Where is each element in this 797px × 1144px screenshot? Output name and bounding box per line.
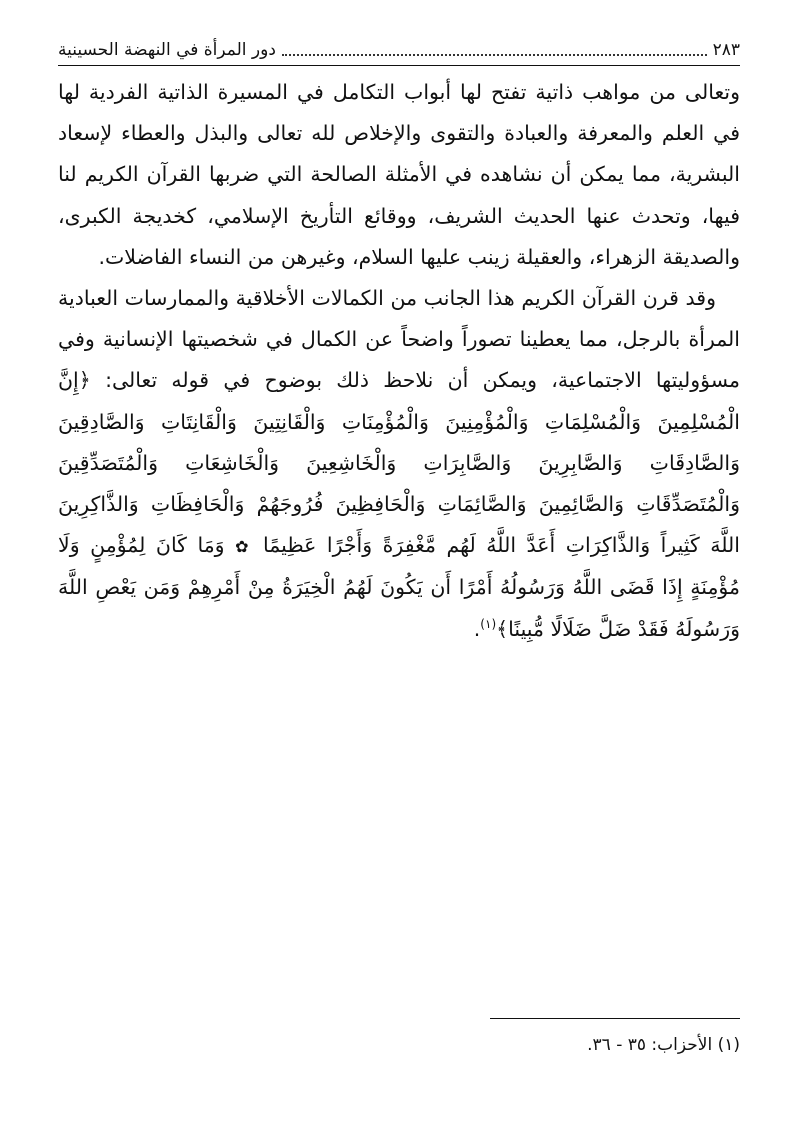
quran-verse-2: وَمَا كَانَ لِمُؤْمِنٍ وَلَا مُؤْمِنَةٍ إِذَا قَضَى اللَّهُ وَرَسُولُهُ أَمْرًا أَن يَكُونَ لَهُمُ الْخِيَرَةُ مِنْ أَمْرِهِمْ وَمَن يَعْصِ اللَّهَ وَرَسُولَهُ فَقَدْ ضَلَّ ضَلَالًا مُّبِينًا bbox=[58, 533, 740, 641]
page-number: ٢٨٣ bbox=[712, 40, 740, 60]
paragraph-2-end: . bbox=[473, 616, 481, 641]
verse-separator-icon: ✿ bbox=[235, 537, 253, 557]
header-dot-leader bbox=[282, 54, 707, 56]
body-text bbox=[58, 72, 740, 650]
page-header bbox=[58, 28, 740, 66]
running-title: دور المرأة في النهضة الحسينية bbox=[58, 40, 276, 60]
paragraph-2-intro: وقد قرن القرآن الكريم هذا الجانب من الكمالات الأخلاقية والممارسات العبادية المرأة بالرجل، مما يعطينا تصوراً واضحاً عن الكمال في شخصيتها الإنسانية وفي مسؤوليتها الاجتماعية، ويمكن أن نلاحظ ذلك بوضوح في قوله تعالى: bbox=[58, 286, 740, 393]
footnote: (١) الأحزاب: ٣٥ - ٣٦. bbox=[587, 1035, 740, 1055]
quran-verse-1: إِنَّ الْمُسْلِمِينَ وَالْمُسْلِمَاتِ وَالْمُؤْمِنِينَ وَالْمُؤْمِنَاتِ وَالْقَانِتِينَ وَالْقَانِتَاتِ وَالصَّادِقِينَ وَالصَّادِقَاتِ وَالصَّابِرِينَ وَالصَّابِرَاتِ وَالْخَاشِعِينَ وَالْخَاشِعَاتِ وَالْمُتَصَدِّقِينَ وَالْمُتَصَدِّقَاتِ وَالصَّائِمِينَ وَالصَّائِمَاتِ وَالْحَافِظِينَ فُرُوجَهُمْ وَالْحَافِظَاتِ وَالذَّاكِرِينَ اللَّهَ كَثِيراً وَالذَّاكِرَاتِ أَعَدَّ اللَّهُ لَهُم مَّغْفِرَةً وَأَجْرًا عَظِيمًا bbox=[58, 368, 740, 558]
paragraph-2 bbox=[58, 278, 740, 650]
footnote-reference[interactable]: (١) bbox=[480, 616, 497, 631]
verse-open-bracket: ﴿ bbox=[78, 368, 91, 393]
footnote-separator bbox=[490, 1018, 740, 1019]
verse-close-bracket: ﴾ bbox=[496, 616, 509, 641]
paragraph-1: وتعالى من مواهب ذاتية تفتح لها أبواب التكامل في المسيرة الذاتية الفردية لها في العلم والمعرفة والعبادة والتقوى والإخلاص لله تعالى والبذل والعطاء لإسعاد البشرية، مما يمكن أن نشاهده في الأمثلة الصالحة التي ضربها القرآن الكريم لنا فيها، وتحدث عنها الحديث الشريف، ووقائع التأريخ الإسلامي، كخديجة الكبرى، والصديقة الزهراء، والعقيلة زينب عليها السلام، وغيرهن من النساء الفاضلات. bbox=[58, 80, 740, 269]
book-page bbox=[58, 28, 740, 1118]
